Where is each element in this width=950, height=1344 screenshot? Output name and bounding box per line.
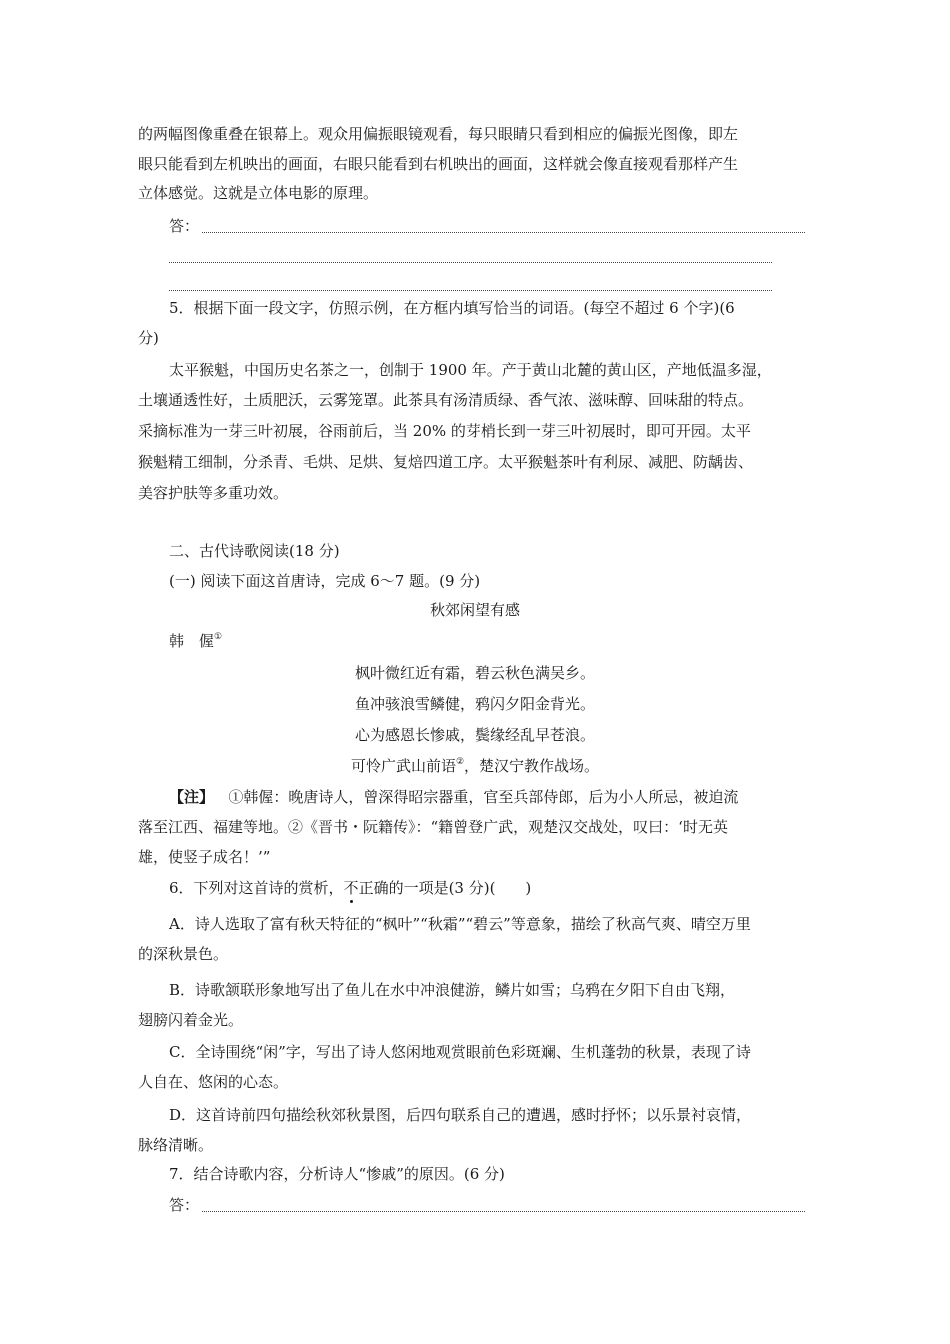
poem-line: 心为感恩长惨戚，鬓缘经乱早苍浪。 xyxy=(354,726,595,744)
q4-answer-label: 答： xyxy=(169,217,200,235)
option-b-cont: 翅膀闪着金光。 xyxy=(138,1011,244,1029)
poem-author-name: 韩 偓 xyxy=(169,632,215,650)
q5-passage-line: 美容护肤等多重功效。 xyxy=(138,484,289,502)
option-a-cont: 的深秋景色。 xyxy=(138,945,229,963)
poem-line: 鱼冲骇浪雪鳞健，鸦闪夕阳金背光。 xyxy=(354,695,595,713)
section-heading: 二、古代诗歌阅读(18 分) xyxy=(169,542,340,560)
q5-passage-line: 采摘标准为一芽三叶初展，谷雨前后，当 20% 的芽梢长到一芽三叶初展时，即可开园。太平 xyxy=(138,422,751,440)
footnote-mark: ② xyxy=(455,757,465,767)
poem-line: 枫叶微红近有霜，碧云秋色满吴乡。 xyxy=(354,664,595,682)
poem-line xyxy=(0,755,950,777)
poem-line-part: ，楚汉宁教作战场。 xyxy=(464,757,600,775)
option-c-cont: 人自在、悠闲的心态。 xyxy=(138,1073,289,1091)
option-d[interactable]: D．这首诗前四句描绘秋郊秋景图，后四句联系自己的遭遇，感时抒怀；以乐景衬哀情， xyxy=(169,1106,752,1124)
q4-answer-line[interactable] xyxy=(169,262,772,263)
option-d-cont: 脉络清晰。 xyxy=(138,1136,214,1154)
q4-answer-line[interactable] xyxy=(169,290,772,291)
poem-title: 秋郊闲望有感 xyxy=(429,601,520,619)
poem-author xyxy=(169,630,222,652)
note-text: ①韩偓：晚唐诗人，曾深得昭宗器重，官至兵部侍郎，后为小人所忌，被迫流 xyxy=(228,788,739,806)
option-b[interactable]: B．诗歌颔联形象地写出了鱼儿在水中冲浪健游，鳞片如雪；乌鸦在夕阳下自由飞翔， xyxy=(169,981,736,999)
footnote-mark: ① xyxy=(214,632,223,642)
poem-line-part: 可怜广武山前语 xyxy=(350,757,456,775)
q5-passage-line: 土壤通透性好，土质肥沃，云雾笼罩。此茶具有汤清质绿、香气浓、滋味醇、回味甜的特点。 xyxy=(138,391,754,409)
q4-text-line: 的两幅图像重叠在银幕上。观众用偏振眼镜观看，每只眼睛只看到相应的偏振光图像，即左 xyxy=(138,125,739,143)
q6-stem-part: 6．下列对这首诗的赏析， xyxy=(169,879,344,897)
q7-answer-label: 答： xyxy=(169,1196,200,1214)
q4-text-line: 眼只能看到左机映出的画面，右眼只能看到右机映出的画面，这样就会像直接观看那样产生 xyxy=(138,155,739,173)
q6-stem-part: 正确的一项是(3 分)( ) xyxy=(358,879,532,897)
q5-prompt: 5．根据下面一段文字，仿照示例，在方框内填写恰当的词语。(每空不超过 6 个字)(6 xyxy=(169,299,735,317)
q7-answer-line[interactable] xyxy=(202,1211,805,1212)
q5-prompt-cont: 分) xyxy=(138,329,159,347)
emphasis-char: 不 xyxy=(343,879,359,897)
section-subheading: (一) 阅读下面这首唐诗，完成 6～7 题。(9 分) xyxy=(169,572,481,590)
q6-stem xyxy=(169,877,531,899)
option-c[interactable]: C．全诗围绕“闲”字，写出了诗人悠闲地观赏眼前色彩斑斓、生机蓬勃的秋景，表现了诗 xyxy=(169,1043,751,1061)
note-line: 落至江西、福建等地。②《晋书・阮籍传》：“籍曾登广武，观楚汉交战处，叹曰：‘时无英 xyxy=(138,818,728,836)
q5-passage-line: 猴魁精工细制，分杀青、毛烘、足烘、复焙四道工序。太平猴魁茶叶有利尿、减肥、防龋齿、 xyxy=(138,453,754,471)
q4-text-line: 立体感觉。这就是立体电影的原理。 xyxy=(138,184,379,202)
note-line xyxy=(169,786,738,808)
note-label: 【注】 xyxy=(169,788,215,806)
q7-stem: 7．结合诗歌内容，分析诗人“惨戚”的原因。(6 分) xyxy=(169,1165,505,1183)
q5-passage-line: 太平猴魁，中国历史名茶之一，创制于 1900 年。产于黄山北麓的黄山区，产地低温多湿， xyxy=(169,361,772,379)
note-line: 雄，使竖子成名！’” xyxy=(138,848,271,866)
option-a[interactable]: A．诗人选取了富有秋天特征的“枫叶”“秋霜”“碧云”等意象，描绘了秋高气爽、晴空万里 xyxy=(169,915,751,933)
q4-answer-line[interactable] xyxy=(202,232,805,233)
